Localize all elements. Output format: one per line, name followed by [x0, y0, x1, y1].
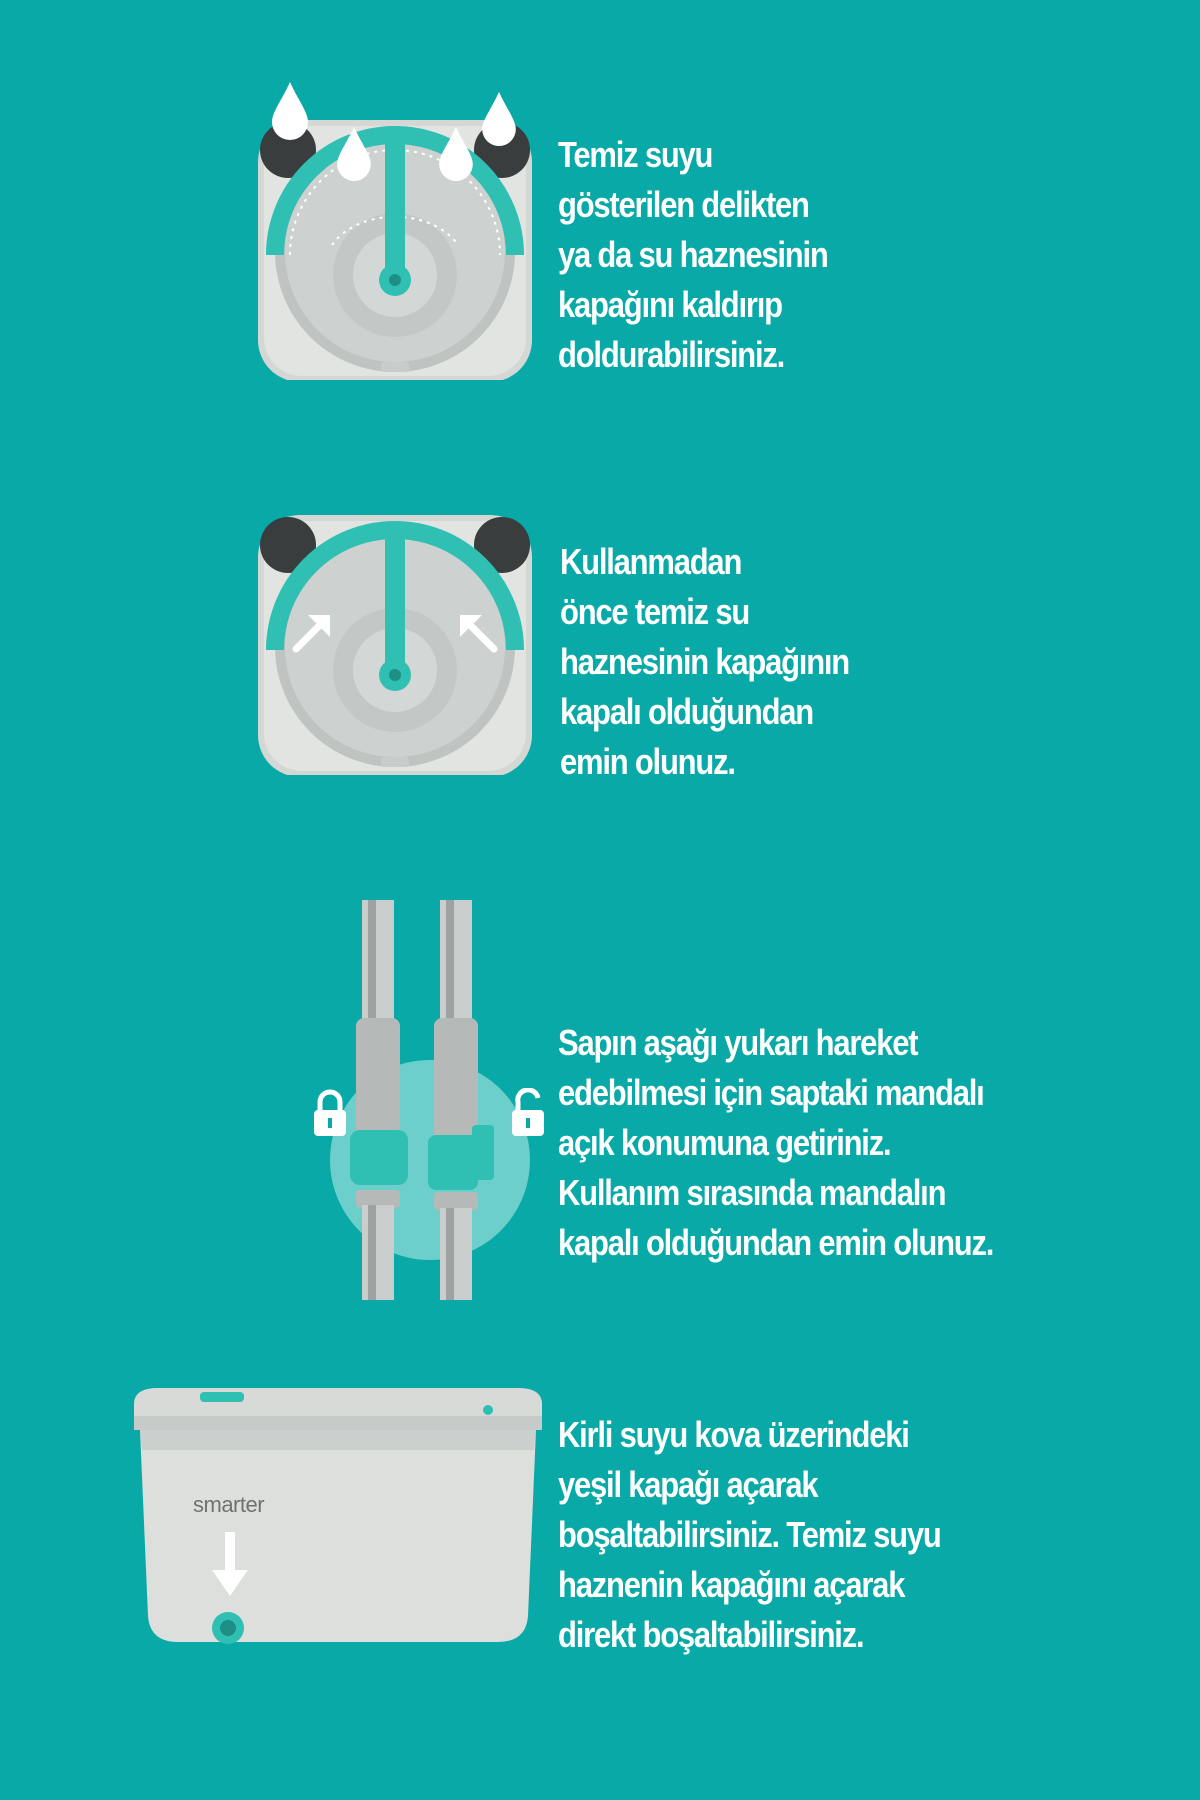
caption-line: Kirli suyu kova üzerindeki [558, 1414, 909, 1455]
caption-line: kapalı olduğundan [560, 691, 814, 732]
water-drop-icon [270, 80, 310, 140]
caption-line: önce temiz su [560, 591, 750, 632]
bucket-side-view [128, 1380, 548, 1660]
caption-line: emin olunuz. [560, 741, 735, 782]
caption-line: haznenin kapağını açarak [558, 1564, 905, 1605]
caption-line: haznesinin kapağının [560, 641, 850, 682]
step-4-caption [558, 1410, 941, 1660]
caption-line: Kullanım sırasında mandalın [558, 1172, 946, 1213]
step-1-caption [558, 130, 828, 380]
caption-line: direkt boşaltabilirsiniz. [558, 1614, 864, 1655]
arrow-up-left-icon [450, 605, 500, 655]
water-drop-icon [437, 125, 475, 181]
lock-closed-icon [310, 1088, 350, 1138]
arrow-up-right-icon [290, 605, 340, 655]
caption-line: doldurabilirsiniz. [558, 334, 785, 375]
arrow-down-icon [210, 1530, 250, 1600]
caption-line: Temiz suyu [558, 134, 713, 175]
step-3 [0, 880, 1200, 1300]
caption-line: gösterilen delikten [558, 184, 809, 225]
caption-line: açık konumuna getiriniz. [558, 1122, 891, 1163]
caption-line: Kullanmadan [560, 541, 742, 582]
step-2-caption [560, 537, 849, 787]
caption-line: edebilmesi için saptaki mandalı [558, 1072, 984, 1113]
brand-logo: smarter [193, 1492, 265, 1517]
caption-line: kapağını kaldırıp [558, 284, 782, 325]
step-1 [0, 60, 1200, 400]
caption-line: yeşil kapağı açarak [558, 1464, 818, 1505]
caption-line: boşaltabilirsiniz. Temiz suyu [558, 1514, 941, 1555]
caption-line: Sapın aşağı yukarı hareket [558, 1022, 918, 1063]
step-4 [0, 1380, 1200, 1680]
caption-line: kapalı olduğundan emin olunuz. [558, 1222, 994, 1263]
lock-open-icon [508, 1088, 548, 1138]
water-drop-icon [480, 90, 518, 146]
caption-line: ya da su haznesinin [558, 234, 828, 275]
step-2 [0, 500, 1200, 800]
water-drop-icon [335, 125, 373, 181]
step-3-caption [558, 1018, 993, 1268]
